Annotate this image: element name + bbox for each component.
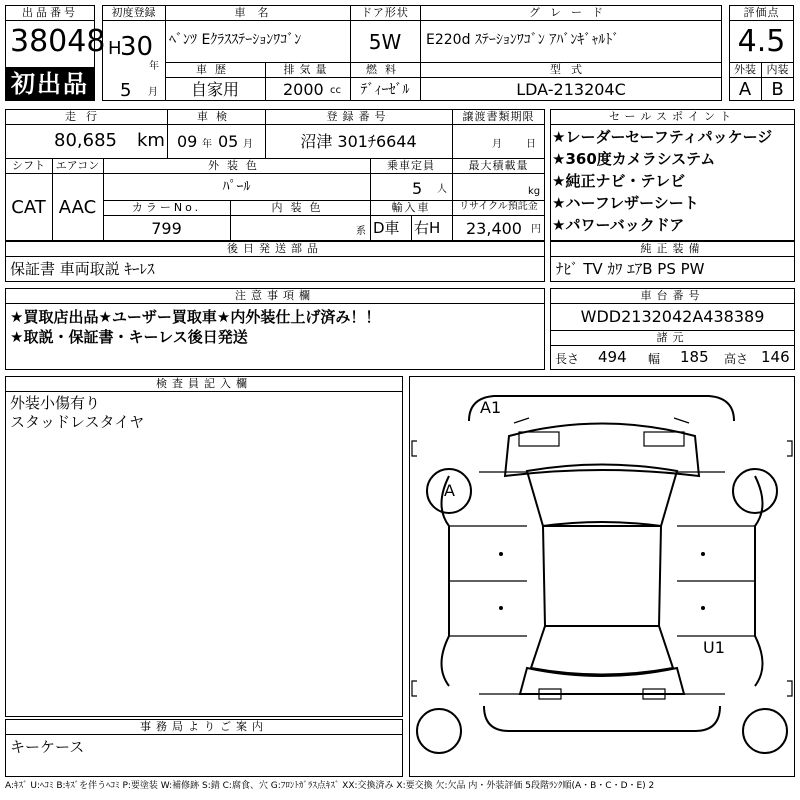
lot-number-label: 出品番号 bbox=[22, 6, 78, 19]
office-text: キーケース bbox=[10, 738, 85, 756]
model-code: LDA-213204C bbox=[516, 80, 626, 99]
height: 146 bbox=[761, 348, 790, 366]
grade-label: グレード bbox=[529, 6, 613, 19]
shift: CAT bbox=[11, 197, 46, 218]
recycle-deposit: 23,400 bbox=[466, 219, 522, 238]
capacity-label: 乗車定員 bbox=[387, 159, 435, 172]
import-car-label: 輸入車 bbox=[391, 201, 431, 214]
displacement: 2000 bbox=[283, 80, 324, 99]
exterior-grade-label: 外装 bbox=[734, 63, 756, 76]
damage-mark-u1: U1 bbox=[703, 638, 725, 657]
sales-point: ★レーダーセーフティパッケージ bbox=[552, 128, 773, 146]
registration-year: 30 bbox=[120, 32, 154, 62]
displacement-unit: cc bbox=[330, 85, 341, 96]
month-unit: 月 bbox=[148, 87, 158, 98]
later-parts-label: 後日発送部品 bbox=[227, 242, 323, 255]
color-number: 799 bbox=[151, 219, 182, 238]
recycle-deposit-label: リサイクル預託金 bbox=[459, 201, 538, 212]
model-label: 型式 bbox=[550, 63, 592, 76]
max-load-unit: kg bbox=[528, 186, 541, 197]
score-label: 評価点 bbox=[743, 6, 780, 19]
shift-label: シフト bbox=[12, 159, 45, 172]
first-listing-badge: 初出品 bbox=[5, 67, 95, 101]
air-conditioner: AAC bbox=[58, 197, 97, 218]
inspection-month: 05 bbox=[218, 132, 239, 151]
details-grid bbox=[5, 109, 545, 241]
mileage-unit: km bbox=[137, 130, 165, 151]
documents-deadline-label: 譲渡書類期限 bbox=[462, 110, 535, 123]
score: 4.5 bbox=[737, 24, 786, 59]
car-name-label: 車名 bbox=[234, 6, 281, 19]
note-line: ★取説・保証書・キーレス後日発送 bbox=[10, 328, 248, 346]
displacement-label: 排気量 bbox=[283, 63, 332, 76]
door-type: 5W bbox=[368, 30, 402, 54]
import-dealer: D車 bbox=[373, 219, 400, 237]
history-label: 車歴 bbox=[196, 63, 234, 76]
mileage-label: 走行 bbox=[65, 110, 107, 123]
interior-color-unit: 系 bbox=[356, 226, 366, 237]
ac-label: エアコン bbox=[55, 159, 100, 172]
grade: E220d ｽﾃｰｼｮﾝﾜｺﾞﾝ ｱﾊﾞﾝｷﾞｬﾙﾄﾞ bbox=[426, 32, 620, 48]
height-label: 高さ bbox=[724, 352, 749, 366]
color-number-label: カラーNo. bbox=[131, 201, 202, 214]
width: 185 bbox=[680, 348, 709, 366]
interior-grade: B bbox=[771, 79, 784, 100]
exterior-color: ﾊﾟｰﾙ bbox=[222, 179, 251, 195]
legend: A:ｷｽﾞ U:ﾍｺﾐ B:ｷｽﾞを伴うﾍｺﾐ P:要塗装 W:補修跡 S:錆 C:腐食、穴 G:ﾌﾛﾝﾄｶﾞﾗｽ点ｷｽﾞ XX:交換済み X:要交換 欠:欠品 内・外装評価 5段階ﾗﾝｸ順(A・B・C・D・E) 2 bbox=[5, 781, 655, 791]
sales-point: ★純正ナビ・テレビ bbox=[552, 172, 686, 190]
chassis-label: 車台番号 bbox=[640, 289, 705, 302]
registration-month: 5 bbox=[120, 80, 132, 101]
interior-grade-label: 内装 bbox=[766, 63, 789, 76]
equipment: ﾅﾋﾞ TV ｶﾜ ｴｱB PS PW bbox=[556, 260, 705, 278]
inspector-line: スタッドレスタイヤ bbox=[10, 413, 145, 431]
exterior-grade: A bbox=[738, 79, 752, 100]
deadline-month-unit: 月 bbox=[492, 139, 502, 150]
inspection-year-unit: 年 bbox=[202, 139, 212, 150]
mileage: 80,685 bbox=[54, 130, 117, 151]
car-diagram bbox=[409, 376, 795, 777]
chassis-number: WDD2132042A438389 bbox=[580, 307, 765, 326]
interior-color-label: 内装色 bbox=[271, 201, 329, 214]
length: 494 bbox=[598, 348, 627, 366]
plate-label: 登録番号 bbox=[326, 110, 391, 123]
notes-label: 注意事項欄 bbox=[235, 289, 315, 302]
inspector-line: 外装小傷有り bbox=[10, 394, 101, 412]
capacity-unit: 人 bbox=[437, 184, 447, 195]
history: 自家用 bbox=[190, 80, 239, 99]
width-label: 幅 bbox=[648, 352, 661, 366]
inspector-label: 検査員記入欄 bbox=[156, 377, 252, 390]
registration-era: H bbox=[108, 38, 122, 59]
first-registration-label: 初度登録 bbox=[111, 6, 156, 19]
deadline-day-unit: 日 bbox=[526, 139, 536, 150]
recycle-deposit-unit: 円 bbox=[531, 224, 541, 235]
damage-mark-a: A bbox=[444, 481, 455, 500]
later-parts: 保証書 車両取説 ｷｰﾚｽ bbox=[10, 260, 155, 278]
length-label: 長さ bbox=[555, 352, 580, 366]
office-label: 事務局よりご案内 bbox=[140, 720, 268, 733]
sales-point: ★パワーバックドア bbox=[552, 216, 685, 234]
lot-number: 38048 bbox=[10, 24, 106, 59]
fuel: ﾃﾞｨｰｾﾞﾙ bbox=[360, 82, 410, 98]
equipment-label: 純正装備 bbox=[640, 242, 705, 255]
inspection-month-unit: 月 bbox=[243, 139, 253, 150]
exterior-color-label: 外装色 bbox=[208, 159, 265, 172]
inspection-label: 車検 bbox=[197, 110, 235, 123]
plate-number: 沼津 301ﾁ6644 bbox=[300, 132, 417, 151]
capacity: 5 bbox=[412, 179, 423, 198]
sales-point: ★360度カメラシステム bbox=[552, 150, 716, 168]
sales-point: ★ハーフレザーシート bbox=[552, 194, 699, 212]
steering-side: 右H bbox=[414, 219, 441, 237]
fuel-label: 燃料 bbox=[366, 63, 404, 76]
inspection-year: 09 bbox=[177, 132, 198, 151]
max-load-label: 最大積載量 bbox=[468, 159, 529, 172]
door-type-label: ドア形状 bbox=[361, 6, 409, 19]
year-unit: 年 bbox=[149, 61, 159, 72]
spec-label: 諸元 bbox=[656, 331, 689, 344]
damage-mark-a1: A1 bbox=[480, 398, 502, 417]
note-line: ★買取店出品★ユーザー買取車★内外装仕上げ済み！！ bbox=[10, 308, 381, 326]
car-name: ﾍﾞﾝﾂ Eｸﾗｽｽﾃｰｼｮﾝﾜｺﾞﾝ bbox=[169, 32, 302, 48]
sales-points-label: セールスポイント bbox=[608, 110, 736, 123]
